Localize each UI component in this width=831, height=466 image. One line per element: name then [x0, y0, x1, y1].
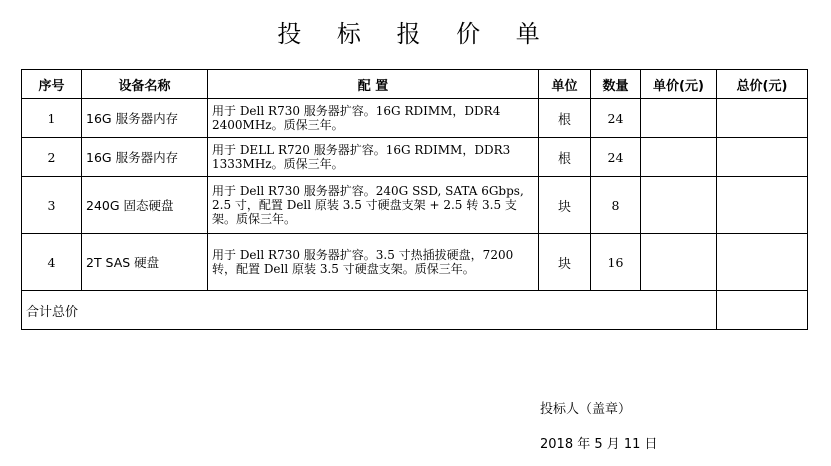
cell-unit: 根	[539, 99, 591, 138]
cell-spec: 用于 Dell R730 服务器扩容。16G RDIMM，DDR4 2400MHz。质保三年。	[208, 99, 539, 138]
cell-unit-price[interactable]	[641, 234, 717, 291]
bidder-signature-label: 投标人（盖章）	[540, 402, 632, 417]
cell-name: 240G 固态硬盘	[82, 177, 208, 234]
quotation-table	[21, 69, 808, 330]
cell-qty: 24	[591, 99, 641, 138]
cell-unit-price[interactable]	[641, 138, 717, 177]
cell-total-price[interactable]	[717, 138, 808, 177]
cell-unit: 根	[539, 138, 591, 177]
cell-qty: 16	[591, 234, 641, 291]
total-value-cell[interactable]	[717, 291, 808, 330]
header-name: 设备名称	[82, 70, 208, 99]
cell-total-price[interactable]	[717, 234, 808, 291]
cell-qty: 24	[591, 138, 641, 177]
header-no: 序号	[22, 70, 82, 99]
table-row	[22, 138, 808, 177]
cell-total-price[interactable]	[717, 99, 808, 138]
header-unit-price: 单价(元)	[641, 70, 717, 99]
total-label: 合计总价	[22, 291, 717, 330]
table-row	[22, 234, 808, 291]
cell-no: 2	[22, 138, 82, 177]
cell-name: 16G 服务器内存	[82, 99, 208, 138]
cell-no: 4	[22, 234, 82, 291]
cell-qty: 8	[591, 177, 641, 234]
table-row	[22, 177, 808, 234]
total-row	[22, 291, 808, 330]
header-total-price: 总价(元)	[717, 70, 808, 99]
cell-name: 2T SAS 硬盘	[82, 234, 208, 291]
cell-unit-price[interactable]	[641, 99, 717, 138]
table-header-row	[22, 70, 808, 99]
header-qty: 数量	[591, 70, 641, 99]
cell-unit: 块	[539, 234, 591, 291]
cell-spec: 用于 Dell R730 服务器扩容。240G SSD, SATA 6Gbps, 2.5 寸，配置 Dell 原装 3.5 寸硬盘支架 + 2.5 转 3.5 支架。质保三年。	[208, 177, 539, 234]
header-unit: 单位	[539, 70, 591, 99]
cell-name: 16G 服务器内存	[82, 138, 208, 177]
cell-unit: 块	[539, 177, 591, 234]
cell-no: 3	[22, 177, 82, 234]
document-title: 投 标 报 价 单	[277, 20, 554, 48]
table-row	[22, 99, 808, 138]
cell-no: 1	[22, 99, 82, 138]
cell-total-price[interactable]	[717, 177, 808, 234]
cell-spec: 用于 Dell R730 服务器扩容。3.5 寸热插拔硬盘，7200 转，配置 Dell 原装 3.5 寸硬盘支架。质保三年。	[208, 234, 539, 291]
header-spec: 配 置	[208, 70, 539, 99]
cell-spec: 用于 DELL R720 服务器扩容。16G RDIMM，DDR3 1333MHz。质保三年。	[208, 138, 539, 177]
cell-unit-price[interactable]	[641, 177, 717, 234]
document-date: 2018 年 5 月 11 日	[540, 437, 658, 452]
